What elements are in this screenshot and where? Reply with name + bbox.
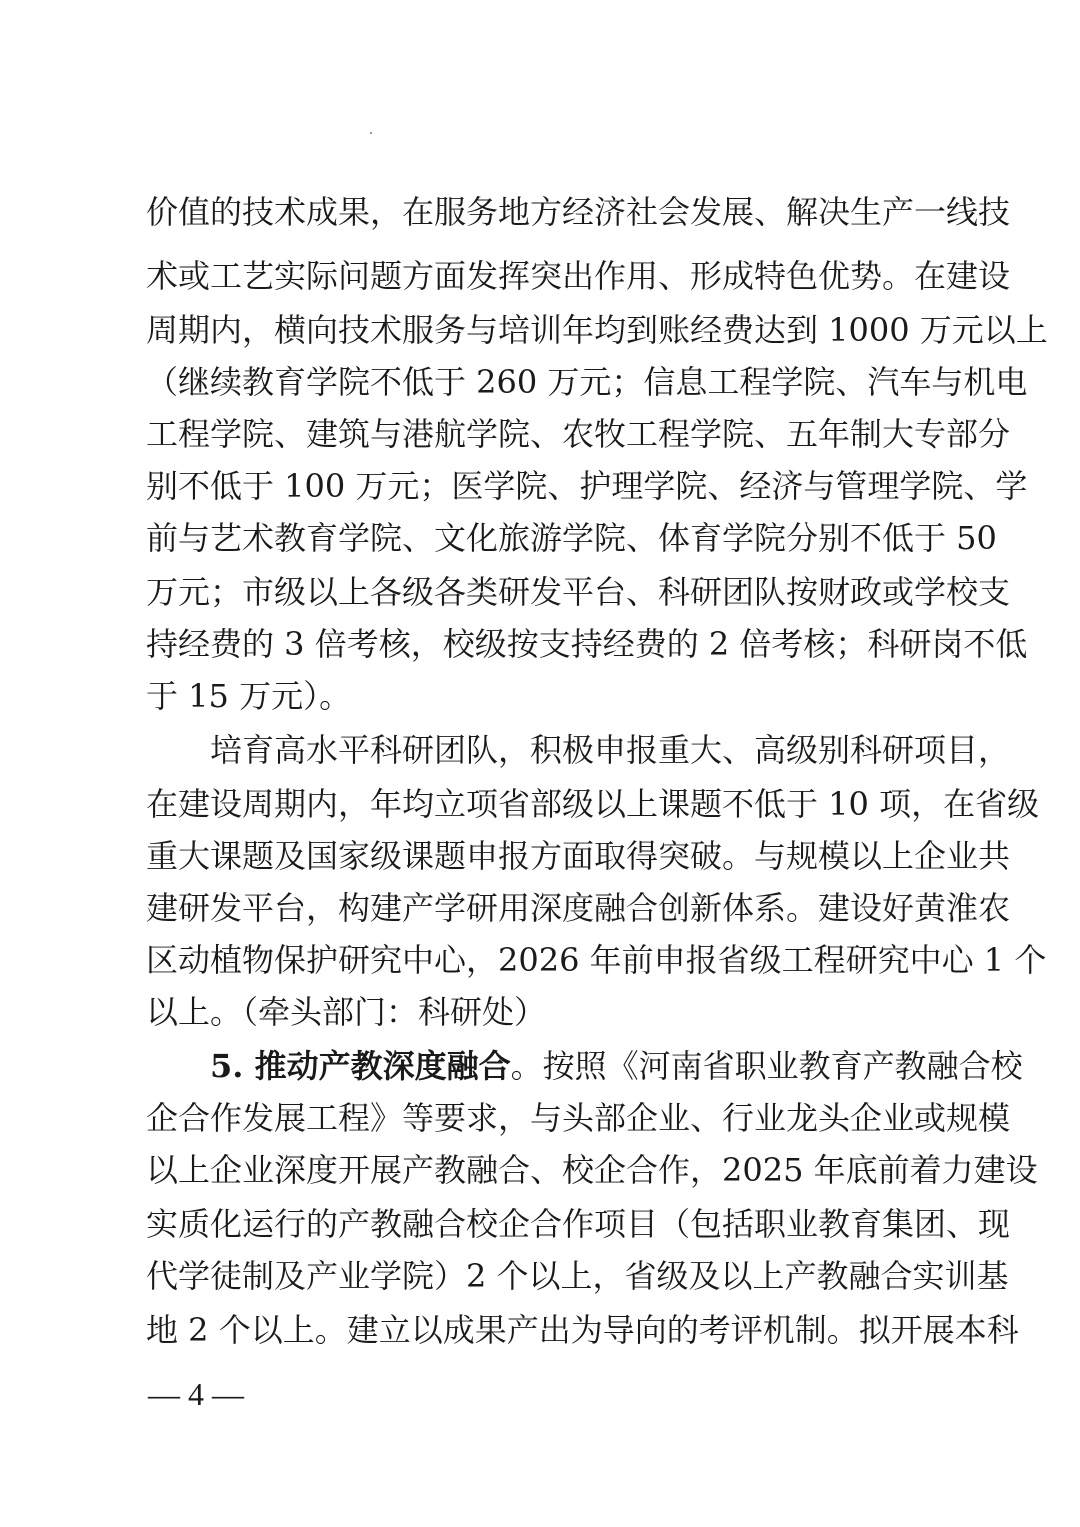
paragraph-line: 重大课题及国家级课题申报方面取得突破。与规模以上企业共 xyxy=(146,837,1011,875)
paragraph-line: 价值的技术成果，在服务地方经济社会发展、解决生产一线技 xyxy=(146,193,1011,231)
page-number: — 4 — xyxy=(148,1376,244,1412)
paragraph-line: 企合作发展工程》等要求，与头部企业、行业龙头企业或规模 xyxy=(146,1099,1011,1137)
paragraph-line: 周期内，横向技术服务与培训年均到账经费达到 1000 万元以上 xyxy=(146,311,1048,349)
paragraph-line: 区动植物保护研究中心，2026 年前申报省级工程研究中心 1 个 xyxy=(146,941,1047,979)
paragraph-line: （继续教育学院不低于 260 万元；信息工程学院、汽车与机电 xyxy=(146,363,1028,401)
paragraph-line: 前与艺术教育学院、文化旅游学院、体育学院分别不低于 50 xyxy=(146,519,997,557)
paragraph-line: 万元；市级以上各级各类研发平台、科研团队按财政或学校支 xyxy=(146,573,1011,611)
paragraph-line: 培育高水平科研团队，积极申报重大、高级别科研项目， xyxy=(146,731,1011,769)
paragraph-line: 建研发平台，构建产学研用深度融合创新体系。建设好黄淮农 xyxy=(146,889,1011,927)
paragraph-line: 工程学院、建筑与港航学院、农牧工程学院、五年制大专部分 xyxy=(146,415,1011,453)
paragraph-line: 代学徒制及产业学院）2 个以上，省级及以上产教融合实训基 xyxy=(146,1257,1009,1295)
section-5-first-line-text: 。按照《河南省职业教育产教融合校 xyxy=(510,1047,1023,1085)
paragraph-line: 以上。（牵头部门：科研处） xyxy=(146,993,547,1031)
paragraph-line: 实质化运行的产教融合校企合作项目（包括职业教育集团、现 xyxy=(146,1205,1011,1243)
scan-speck xyxy=(370,132,372,134)
paragraph-line: 于 15 万元）。 xyxy=(146,677,352,715)
paragraph-line: 持经费的 3 倍考核，校级按支持经费的 2 倍考核；科研岗不低 xyxy=(146,625,1028,663)
section-5-heading: 5. 推动产教深度融合 xyxy=(210,1047,511,1085)
paragraph-line: 别不低于 100 万元；医学院、护理学院、经济与管理学院、学 xyxy=(146,467,1028,505)
paragraph-line: 以上企业深度开展产教融合、校企合作，2025 年底前着力建设 xyxy=(146,1151,1038,1189)
section-5-first-line xyxy=(146,1046,1023,1086)
paragraph-line: 术或工艺实际问题方面发挥突出作用、形成特色优势。在建设 xyxy=(146,257,1011,295)
paragraph-line: 地 2 个以上。建立以成果产出为导向的考评机制。拟开展本科 xyxy=(146,1311,1019,1349)
paragraph-line: 在建设周期内，年均立项省部级以上课题不低于 10 项，在省级 xyxy=(146,785,1040,823)
